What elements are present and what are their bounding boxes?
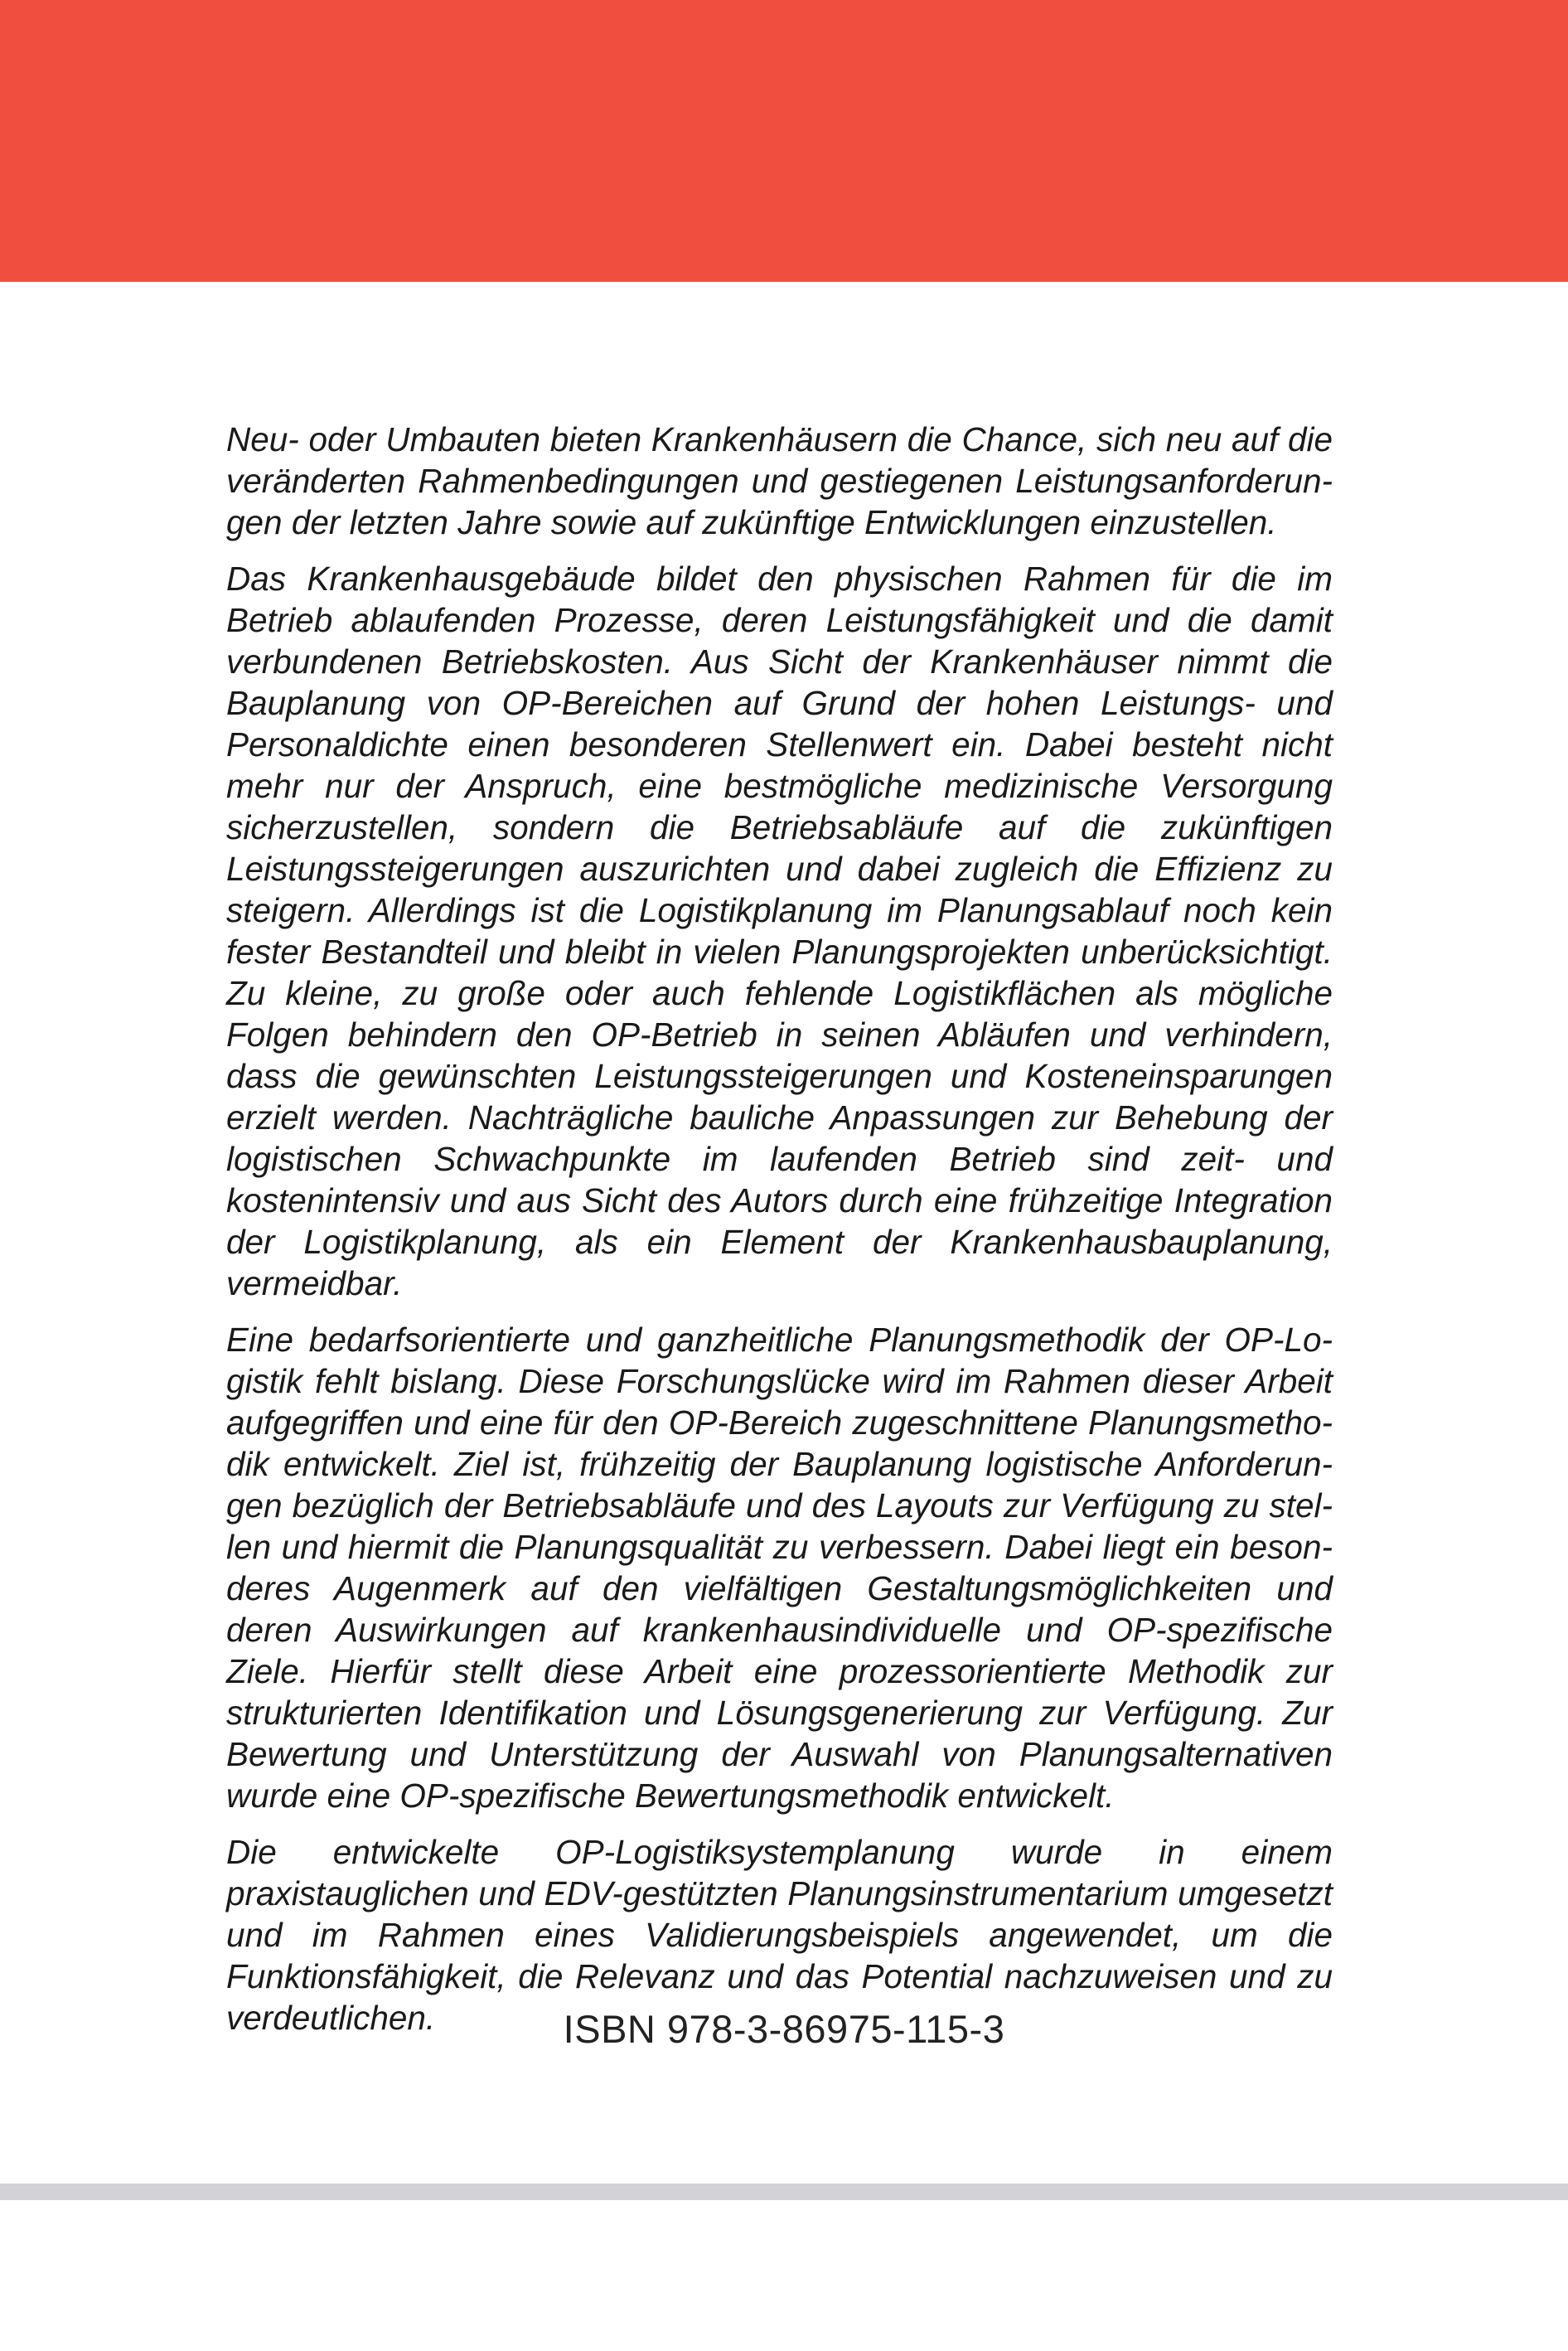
blurb-paragraph-3: Eine bedarfsorientierte und ganzheitliche Planungsmethodik der OP-Logistik fehlt bislang. Diese Forschungslücke wird im Rahmen dieser Arbeit aufgegriffen und eine für den OP-Bereich zugeschnittene Planungsmethodik entwickelt. Ziel ist, frühzeitig der Bauplanung logistische Anforderungen bezüglich der Betriebsabläufe und des Layouts zur Verfügung zu stellen und hiermit die Planungsqualität zu verbessern. Dabei liegt ein besonderes Augenmerk auf den vielfältigen Gestaltungsmöglichkeiten und deren Auswirkungen auf krankenhausindividuelle und OP-spezifische Ziele. Hierfür stellt diese Arbeit eine prozessorientierte Methodik zur strukturierten Identifikation und Lösungsgenerierung zur Verfügung. Zur Bewertung und Unterstützung der Auswahl von Planungsalternativen wurde eine OP-spezifische Bewertungsmethodik entwickelt. [226, 1321, 1333, 1815]
isbn-number: ISBN 978-3-86975-115-3 [563, 2007, 1005, 2051]
bottom-divider [0, 2184, 1568, 2200]
top-color-band [0, 0, 1568, 282]
back-cover-blurb [226, 419, 1333, 2053]
blurb-paragraph-4: Die entwickelte OP-Logistiksystemplanung wurde in einem praxistauglichen und EDV-gestützten Planungsinstrumentarium umgesetzt und im Rahmen eines Validierungsbeispiels angewendet, um die Funktionsfähigkeit, die Relevanz und das Potential nachzuweisen und zu verdeutlichen. [226, 1833, 1333, 2037]
blurb-paragraph-2: Das Krankenhausgebäude bildet den physischen Rahmen für die im Betrieb ablaufenden Prozesse, deren Leistungsfähigkeit und die damit verbundenen Betriebskosten. Aus Sicht der Krankenhäuser nimmt die Bauplanung von OP-Bereichen auf Grund der hohen Leistungs- und Personaldichte einen besonderen Stellenwert ein. Dabei besteht nicht mehr nur der Anspruch, eine bestmögliche medizinische Versorgung sicherzustellen, sondern die Betriebsabläufe auf die zukünftigen Leistungssteigerungen auszurichten und dabei zugleich die Effizienz zu steigern. Allerdings ist die Logistikplanung im Planungsablauf noch kein fester Bestandteil und bleibt in vielen Planungsprojekten unberücksichtigt. Zu kleine, zu große oder auch fehlende Logistikflächen als mögliche Folgen behindern den OP-Betrieb in seinen Abläufen und verhindern, dass die gewünschten Leistungssteigerungen und Kosteneinsparungen erzielt werden. Nachträgliche bauliche Anpassungen zur Behebung der logistischen Schwachpunkte im laufenden Betrieb sind zeit- und kostenintensiv und aus Sicht des Autors durch eine frühzeitige Integration der Logistikplanung, als ein Element der Krankenhausbauplanung, vermeidbar. [226, 560, 1333, 1302]
blurb-paragraph-1: Neu- oder Umbauten bieten Krankenhäusern die Chance, sich neu auf die veränderten Rahmenbedingungen und gestiegenen Leistungsanforderungen der letzten Jahre sowie auf zukünftige Entwicklungen einzustellen. [226, 420, 1333, 541]
